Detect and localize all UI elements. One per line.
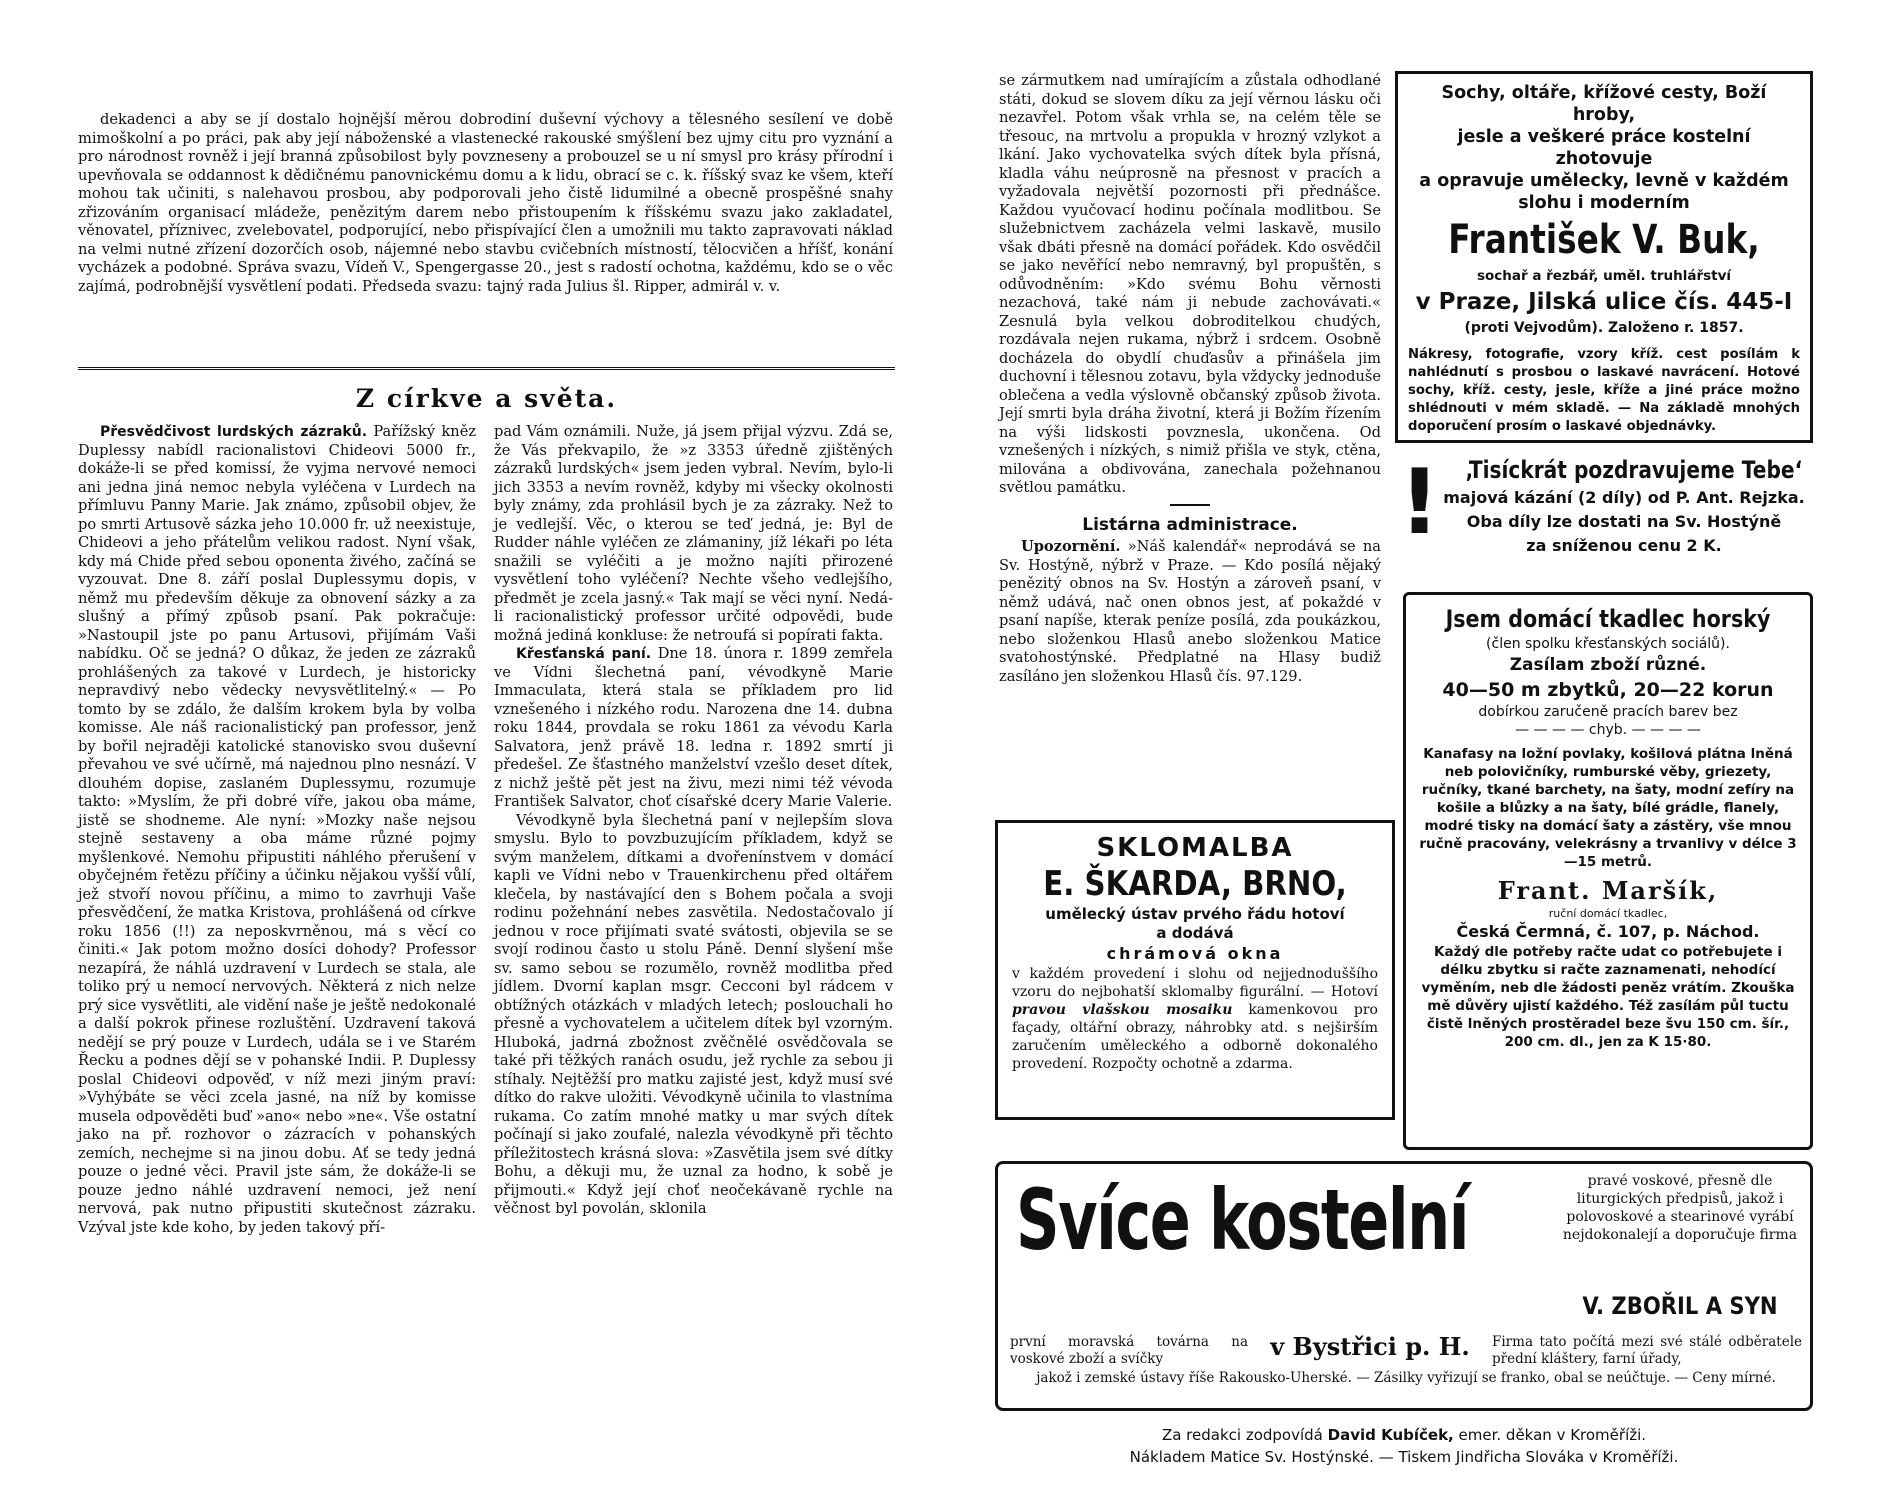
ad-marsik-body: Kanafasy na ložní povlaky, košilová plátna lněná neb polovičníky, rumburské věby, griezety, ručníky, tkané barchety, na šaty, modní zefíry na košile a blůzky a na šaty, bílé grádle, flanely, modré tisky na domácí šaty a zástěry, vše mnou ručně pracovány, velekrásny a trvanlivy v délce 3—15 metrů. (1419, 746, 1797, 870)
right-text-column (999, 72, 1381, 686)
listarna-label: Upozornění. (1021, 538, 1121, 555)
listarna-text (999, 538, 1381, 686)
ad-marsik-title: Jsem domácí tkadlec horský (1445, 605, 1771, 633)
ad-line: Oba díly lze dostati na Sv. Hostýně (1466, 512, 1782, 531)
article-continuation: se zármutkem nad umírajícím a zůstala odhodlané státi, dokud se slovem díku za její věrnou lásku oči nezavřel. Potom však vrhla se, na celém těle se třesouc, na mrtvolu a propukla v hrozný vzlykot a lkání. Jako vychovatelka svých dítek byla přísná, kladla váhu neúprosně na přesnost v pracích a vyžadovala největší pozornosti při přednášce. Každou vyučovací hodinu počínala modlitbou. Se služebnictvem zacházela velmi laskavě, musilo však dbáti přesně na domácí pořádek. Kdo osvědčil se jako nevěřící nebo nemravný, byl propuštěn, s odůvodněním: »Kdo svému Bohu věrnosti nezachová, také nám ji nebude zachovávati.« Zesnulá byla velkou dobroditelkou chudých, rozdávala nejen rukama, nýbrž i srdcem. Osobně docházela do obydlí chuďasův a přinášela jim duchovní i tělesnou zotavu, byla vždycky jednoduše oblečena a vedla výslovně občanský způsob života. Její smrti byla dráha životní, která ji Božím řízením na výši lidskosti povznesla, ukončena. Od vznešených i nízkých, s nimiž přišla ve styk, ctěna, milována a obdivována, zanechala požehnanou světlou památku. (999, 72, 1381, 496)
article-lurdy (78, 423, 476, 1237)
listarna-body: »Náš kalendář« neprodává se na Sv. Hostýně, nýbrž v Praze. — Kdo posílá nějaký penězitý obnos na Sv. Hostýn a zároveň psaní, v němž udává, nač onen obnos jest, ať pokaždé v psaní napíše, kterak peníze posílá, zda poukázkou, nebo složenkou Hlasů anebo složenkou Matice svatohostýnské. Předplatné na Hlasy budiž zasíláno jen složenkou Hlasů čís. 97.129. (999, 538, 1382, 685)
ad-marsik-sub: (člen spolku křesťanských sociálů). (1486, 636, 1730, 652)
column-1 (78, 423, 476, 1237)
ad-skarda-title: SKLOMALBA (1096, 833, 1294, 863)
ad-marsik-line: dobírkou zaručeně pracích barev bez (1478, 704, 1738, 720)
ad-zboril (995, 1161, 1813, 1411)
section-title: Z církve a světa. (355, 384, 618, 413)
footer-editor-name: David Kubíček, (1327, 1426, 1454, 1444)
exclamation-mark: ! (1399, 450, 1441, 555)
ad-zboril-big-title: Svíce kostelní (1016, 1171, 1469, 1269)
short-rule (1170, 504, 1210, 506)
ad-marsik-address: Česká Čermná, č. 107, p. Náchod. (1456, 922, 1760, 941)
ad-zboril-right-text: pravé voskové, přesně dle liturgických předpisů, jakož i polovoskové a stearinové vyrábí nejdokonalejí a doporučuje firma (1562, 1173, 1798, 1243)
ad-text: v každém provedení i slohu od nejjednoduššího vzoru do nejbohatší sklomalby figurální. — Hotoví (1012, 966, 1378, 1000)
section-divider (78, 367, 895, 372)
ad-line: Sochy, oltáře, křížové cesty, Boží hroby, (1441, 83, 1767, 125)
ad-buk-address: v Praze, Jilská ulice čís. 445-I (1415, 289, 1793, 315)
right-page (949, 0, 1898, 1500)
ad-rejzka-title: ‚Tisíckrát pozdravujeme Tebe‘ (1465, 456, 1803, 484)
ad-marsik-body2: Každý dle potřeby račte udat co potřebujete i délku zbytku si račte zaznamenati, nehodící vyměním, neb dle žádosti peněz vrátím. Zkouška mě důvěry ujistí každého. Též zasílám půl tuctu čistě lněných prostěradel beze švu 150 cm. šír., 200 cm. dl., jen za K 15·80. (1421, 944, 1795, 1050)
ad-buk-body: Nákresy, fotografie, vzory kříž. cest posílám k nahlédnutí s prosbou o laskavé navrácení. Hotové sochy, kříž. cesty, jesle, kříže a jiné práce možno shlédnouti v mém skladě. — Na základě mnohých doporučení prosím o laskavé objednávky. (1408, 347, 1800, 434)
ad-skarda-line: umělecký ústav prvého řádu hotoví (1045, 905, 1345, 923)
article-heading: Křesťanská paní. (516, 646, 652, 662)
intro-paragraph: dekadenci a aby se jí dostalo hojnější měrou dobrodiní duševní výchovy a tělesného sesílení ve době mimoškolní a po práci, pak aby její náboženské a vlastenecké rakouské smýšlení bez ujmy citu pro vyznání a pro národnost rovněž i její branná způsobilost byly povzneseny a probouzel se u ní smysl pro krásy přírodní i upevňovala se oddannost k dědičnému panovnickému domu a k lidu, obrací se c. k. říšský svaz ke všem, kteří mohou tak učiniti, s nalehavou prosbou, aby podporovali jeho čistě lidumilné a obecně prospěšné snahy zřizováním organisací mládeže, penězitým darem nebo přistoupením k říšskému svazu jako zakladatel, věnovatel, příznivec, zvelebovatel, podporující, nebo přispívající člen a umožnili mu takto zapravovati náklad na velmi nutné zřízení dozorčích osob, nájemné nebo stavbu cvičebních místností, tělocvičen a hříšť, konání vycházek a podobné. Správa svazu, Vídeň V., Spengergasse 20., jest s radostí ochotna, každému, kdo se o věc zajímá, podrobnější vysvětlení podati. Předseda svazu: tajný rada Julius šl. Ripper, admirál v. v. (78, 111, 893, 295)
ad-skarda-name: E. ŠKARDA, BRNO, (1043, 864, 1347, 904)
ad-zboril-firm: V. ZBOŘIL A SYN (1582, 1292, 1778, 1320)
article-paragraph: Vévodkyně byla šlechetná paní v nejlepším slova smyslu. Bylo to povzbuzujícím příkladem, když se svým manželem, dítkami a dvořenínstvem v domácí kapli ve Vídni nebo v Trauenkirchenu před oltářem klečela, by nastávající den s Bohem počala a svoji rodinu požehnání nebes zasvětila. Nedostačovalo jí jednou v roce přijímati svaté svátosti, objevila se se svojí rodinou často u stolu Páně. Denní slyšení mše sv. samo sebou se rozumělo, rovněž modlitba před jídlem. Dvorní kaplan msgr. Cecconi byl rádcem v obtížných otázkách v mladých letech; poslouchali ho přesně a vychovatelem a učitelem dítek byl vzorným. Hluboká, jadrná zbožnost zvěčnělé osvědčovala se také při těžkých ranách osudu, jež rychle za sebou ji stíhaly. Nejtěžší pro matku zajisté jest, když musí své dítko do rakve uložiti. Vévodkyně učinila to vlastníma rukama. Co zatím mnohé matky u mar svých dítek počínají si jako zoufalé, nalezla vévodkyně při těchto příležitostech krásná slova: »Zasvětila jsem své dítky Bohu, a děkuji mu, že uznal za hodno, k sobě je přijmouti.« Když její choť neočekávaně rychle na věčnost byl povolán, sklonila (494, 811, 893, 1217)
ad-line: majová kázání (2 díly) od P. Ant. Rejzka. (1443, 488, 1805, 507)
ad-buk (1395, 71, 1813, 443)
listarna-heading: Listárna administrace. (1082, 514, 1298, 535)
ad-line: a opravuje umělecky, levně v každém (1419, 171, 1789, 191)
ad-zboril-bottom-line: jakož i zemské ústavy říše Rakousko-Uherské. — Zásilky vyřizují se franko, obal se neúčtuje. — Ceny mírné. (1036, 1370, 1776, 1386)
article-text: Pařížský kněz Duplessy nabídl racionalistovi Chideovi 5000 fr., dokáže-li se před komissí, že vyjma nervové nemoci ani jedna jiná nemoc nebyla vyléčena v Lurdech na přímluvu Panny Marie. Jak známo, způsobil objev, že po smrti Artusově sázka jeho 10.000 fr. už neexistuje, Chideovi a jeho přátelům velikou radost. Nyní však, kdy má Chide před sebou oponenta živého, začíná se vyzouvat. Dne 8. září poslal Duplessymu dopis, v němž mu především děkuje za obnovení sázky a za slušný a přímý způsob psaní. Pak pokračuje: »Nastoupil jste po panu Artusovi, přijímám Vaši nabídku. Oč se jedná? O důkaz, že jeden ze zázraků prohlášených za takové v Lurdech, je historicky nepravdivý nebo vědecky nevysvětlitelný.« — Po tomto by se zdálo, že dalším krokem byla by volba komisse. Ale náš racionalistický pan professor, jenž by bořil nejraději katolické stanovisko svou duševní převahou ve své učírně, má najednou plno nesnází. V dlouhém dopise, zaslaném Duplessymu, rozumuje takto: »Myslím, že při dobré víře, jakou oba máme, jistě se shodneme. Ale nyní: »Mozky naše nejsou stejně sestaveny a oba máme různé pojmy myšlenkové. Nemohu připustiti náhlého přerušení v obyčejném řetězu příčiny a účinku nějakou vyšší vůlí, jež stvoří novou příčinu, a mimo to zavrhuji Vaše přesvědčení, že matka Kristova, prohlášená od církve roku 1856 (!!) za neposkvrněnou, má s věcí co činiti.« Jak potom možno dosíci dohody? Professor nezapírá, že náhlá uzdravení v Lurdech se stala, ale toliko prý u nemocí nervových. Některá z nich nelze prý sice vysvětliti, ale vidění naše je ještě nedokonalé a další pokrok přinese rozluštění. Uzdravení taková nedějí se prý pouze v Lurdech, udála se i ve Starém Řecku a podnes dějí se v pohanské Indii. P. Duplessy poslal Chideovi odpověď, v níž mezi jiným praví: »Vyhýbáte se věci zcela jasné, na níž by komisse musela odpověděti buď »ano« nebo »ne«. Vše ostatní jako na př. rozhovor o zázracích v pohanských zemích, nechejme si na jinou dobu. Ať se tedy jedná pouze o jedné věci. Pravil jste sám, že dokáže-li se pouze jedno náhlé uzdravení nemoci, jež není nervová, pak nutno připustiti skutečnost zázraku. Vzýval jste kde koho, by jeden takový pří- (78, 423, 477, 1236)
column-2 (494, 423, 893, 1219)
footer-text: emer. děkan v Kroměříži. (1458, 1426, 1647, 1444)
article-heading: Přesvědčivost lurdských zázraků. (100, 424, 368, 440)
ad-zboril-city: v Bystřici p. H. (1270, 1332, 1470, 1361)
ad-zboril-bottom-left: první moravská továrna na voskové zboží a svíčky (1010, 1334, 1248, 1367)
ad-marsik (1403, 592, 1813, 1150)
footer-editor-line (995, 1424, 1813, 1446)
ad-marsik-line: 40—50 m zbytků, 20—22 korun (1442, 679, 1774, 701)
ad-skarda (995, 820, 1395, 1120)
ad-buk-name: František V. Buk, (1448, 217, 1760, 263)
ad-rejzka-text (1435, 454, 1813, 558)
ad-buk-trade: sochař a řezbář, uměl. truhlářství (1476, 268, 1732, 284)
footer-publisher-line: Nákladem Matice Sv. Hostýnské. — Tiskem Jindřicha Slováka v Kroměříži. (1129, 1448, 1679, 1466)
ad-zboril-bottom-right: Firma tato počítá mezi své stálé odběratele přední kláštery, farní úřady, (1492, 1334, 1802, 1367)
article-lurdy-cont: pad Vám oznámili. Nuže, já jsem přijal výzvu. Zdá se, že Vás překvapilo, že »z 3353 úředně zjištěných zázraků lurdských« jsem jeden vybral. Nevím, bylo-li jich 3353 a nevím rovněž, kdyby mi všecky okolnosti byly známy, zda prohlásil bych je za zázraky. Než to je vedlejší. Věc, o kterou se teď jedná, je: Byl de Rudder náhle vyléčen ze zlámaniny, jíž lékaři po léta snažili se vyléčiti a je možno najíti přirozené vysvětlení toho vyléčení? Nechte všeho vedlejšího, předmět je zcela jasný.« Tak mají se věci nyní. Nedá-li racionalistický professor určité odpovědi, bude možná jediná konkluse: že netroufá si popírati fakta. (494, 423, 893, 644)
ad-line: za sníženou cenu 2 K. (1526, 536, 1722, 555)
ad-marsik-name: Frant. Maršík, (1497, 876, 1719, 905)
article-text: Dne 18. února r. 1899 zemřela ve Vídni šlechetná paní, vévodkyně Marie Immaculata, která stala se příkladem pro lid vznešeného i nízkého rodu. Narozena dne 14. dubna roku 1844, provdala se roku 1861 za vévodu Karla Salvatora, jenž právě 18. ledna r. 1892 smrtí ji předešel. Ze šťastného manželství vzešlo deset dítek, z nichž ještě pět jest na živu, mezi nimi též vévoda František Salvator, choť císařské dcery Marie Valerie. (494, 645, 893, 810)
footer-text: Za redakci zodpovídá (1161, 1426, 1323, 1444)
ad-skarda-body (1012, 965, 1378, 1073)
ad-italic: pravou vlašskou mosaiku (1012, 1002, 1233, 1018)
ad-buk-since: (proti Vejvodům). Založeno r. 1857. (1464, 320, 1744, 336)
ad-rejzka (1399, 452, 1813, 572)
ad-marsik-line: Zasílam zboží různé. (1509, 655, 1707, 675)
ad-marsik-line: — — — — chyb. — — — — (1515, 722, 1701, 738)
ad-line: jesle a veškeré práce kostelní zhotovuje (1457, 127, 1751, 169)
ad-buk-intro (1408, 82, 1800, 214)
ad-skarda-line: a dodává (1156, 924, 1234, 942)
ad-marsik-role: ruční domácí tkadlec, (1548, 907, 1668, 920)
ad-line: slohu i moderním (1518, 193, 1690, 213)
article-krestanska (494, 645, 893, 812)
footer (995, 1424, 1813, 1468)
ad-skarda-line: chrámová okna (1106, 944, 1284, 963)
ad-text: kamenkovou pro façady, oltářní obrazy, náhrobky atd. s nejširším zaručením uměleckého a odborně dokonalého provedení. Rozpočty ochotně a zdarma. (1012, 1002, 1378, 1072)
